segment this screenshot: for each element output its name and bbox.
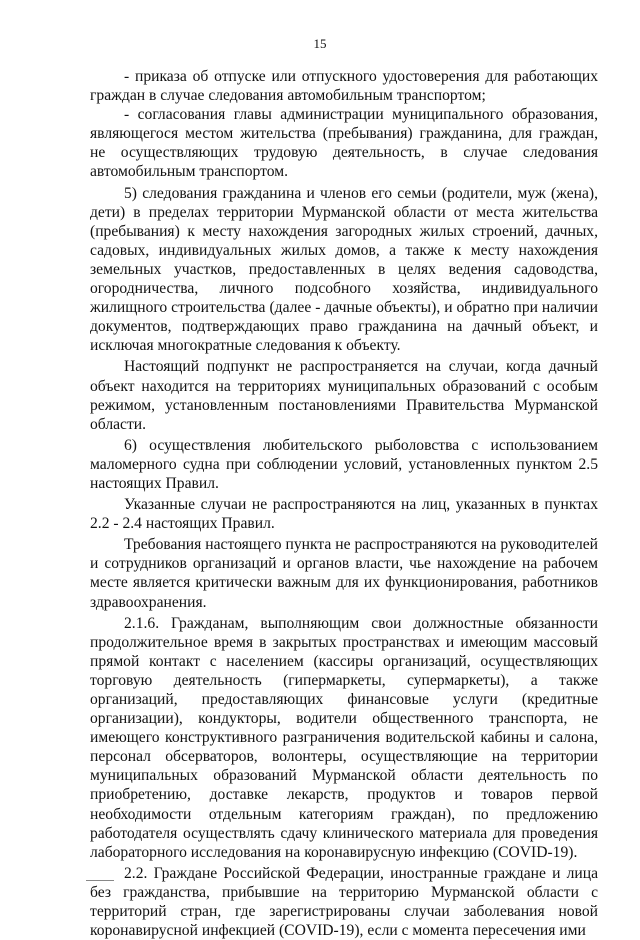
page-number: 15: [313, 36, 327, 51]
footer-divider: [86, 880, 114, 881]
paragraph-item-6-fishing: 6) осуществления любительского рыболовства с использованием маломерного судна при соблюдении условий, установленных пунктом 2.5 настоящих Правил.: [90, 436, 598, 492]
paragraph-approval-head: - согласования главы администрации муниципального образования, являющегося местом жительства (пребывания) гражданина, для граждан, не осуществляющих трудовую деятельность, в случае следования автомобильным транспортом.: [90, 106, 598, 181]
paragraph-exclusions: Указанные случаи не распространяются на лиц, указанных в пунктах 2.2 - 2.4 настоящих Правил.: [90, 496, 598, 533]
paragraph-order-leave: - приказа об отпуске или отпускного удостоверения для работающих граждан в случае следования автомобильным транспортом;: [90, 68, 598, 105]
paragraph-item-5-dacha: 5) следования гражданина и членов его семьи (родители, муж (жена), дети) в пределах территории Мурманской области от места жительства (пребывания) к месту нахождения загородных жилых строений, дачных, садовых, индивидуальных жилых домов, а также к месту нахождения земельных участков, предоставленных в целях ведения садоводства, огородничества, личного подсобного хозяйства, индивидуального жилищного строительства (далее - дачные объекты), и обратно при наличии документов, подтверждающих право гражданина на дачный объект, и исключая многократные следования к объекту.: [90, 184, 598, 355]
paragraph-2-2: 2.2. Граждане Российской Федерации, иностранные граждане и лица без гражданства, прибывшие на территорию Мурманской области с территорий стран, где зарегистрированы случаи заболевания новой коронавирусной инфекцией (COVID-19), если с момента пересечения ими: [90, 864, 598, 940]
paragraph-special-regime: Настоящий подпункт не распространяется на случаи, когда дачный объект находится на территориях муниципальных образований с особым режимом, установленным постановлениями Правительства Мурманской области.: [90, 358, 598, 433]
paragraph-2-1-6: 2.1.6. Гражданам, выполняющим свои должностные обязанности продолжительное время в закрытых пространствах и имеющим массовый прямой контакт с населением (кассиры организаций, осуществляющих торговую деятельность (гипермаркеты, супермаркеты), а также организаций, предоставляющих финансовые услуги (кредитные организации), кондукторы, водители общественного транспорта, не имеющего конструктивного разграничения водительской кабины и салона, персонал обсерваторов, волонтеры, осуществляющие на территории муниципальных образований Мурманской области деятельность по приобретению, доставке лекарств, продуктов и товаров первой необходимости отдельным категориям граждан), по предложению работодателя осуществлять сдачу клинического материала для проведения лабораторного исследования на коронавирусную инфекцию (COVID-19).: [90, 614, 598, 861]
paragraph-requirements-exemption: Требования настоящего пункта не распространяются на руководителей и сотрудников организаций и органов власти, чье нахождение на рабочем месте является критически важным для их функционирования, работников здравоохранения.: [90, 536, 598, 611]
document-body: [90, 67, 598, 940]
